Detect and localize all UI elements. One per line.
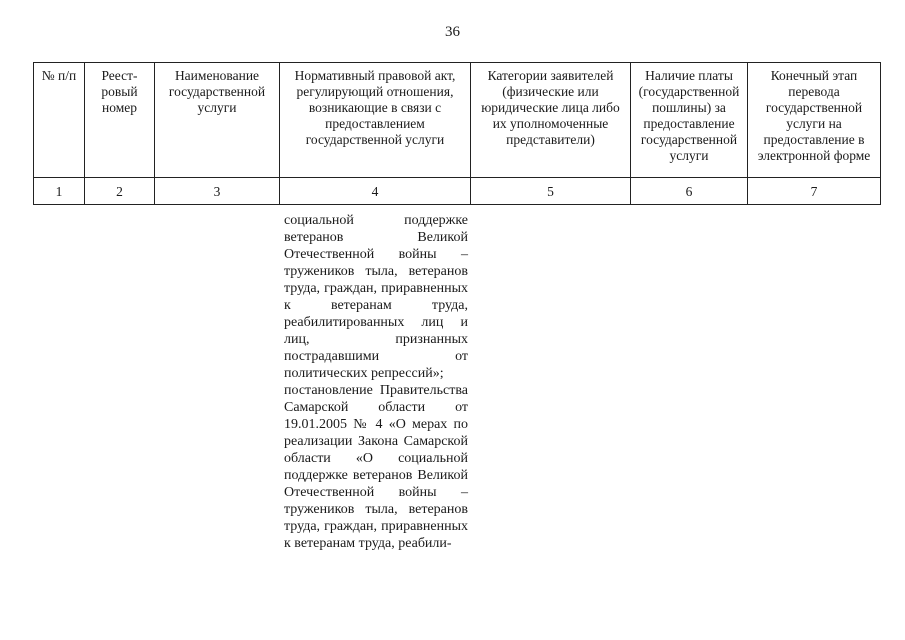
header-registry-number: Реест-ровый номер bbox=[85, 63, 155, 178]
header-final-stage: Конечный этап перевода государственной услуги на предоставление в электронной форме bbox=[748, 63, 881, 178]
header-service-name: Наименование государственной услуги bbox=[155, 63, 280, 178]
header-legal-act: Нормативный правовой акт, регулирующий отношения, возникающие в связи с предоставлением государственной услуги bbox=[280, 63, 471, 178]
column-number: 6 bbox=[631, 178, 748, 205]
legal-act-continuation bbox=[284, 212, 468, 552]
legal-act-paragraph: постановление Правительства Самарской области от 19.01.2005 № 4 «О мерах по реализации Закона Самарской области «О социальной поддержке ветеранов Великой Отечественной войны – тружеников тыла, ветеранов труда, граждан, приравненных к ветеранам труда, реабили- bbox=[284, 383, 468, 551]
column-number-row bbox=[34, 178, 881, 205]
header-number: № п/п bbox=[34, 63, 85, 178]
services-table bbox=[33, 62, 881, 205]
header-fee: Наличие платы (государственной пошлины) за предоставление государственной услуги bbox=[631, 63, 748, 178]
column-number: 3 bbox=[155, 178, 280, 205]
legal-act-paragraph: социальной поддержке ветеранов Великой Отечественной войны – тружеников тыла, ветеранов труда, граждан, приравненных к ветеранам труда, реабилитированных лиц и лиц, признанных пострадавшими от политических репрессий»; bbox=[284, 213, 468, 381]
column-number: 5 bbox=[471, 178, 631, 205]
column-number: 1 bbox=[34, 178, 85, 205]
column-number: 7 bbox=[748, 178, 881, 205]
header-row bbox=[34, 63, 881, 178]
page-number: 36 bbox=[445, 24, 460, 40]
header-applicant-categories: Категории заявителей (физические или юридические лица либо их уполномоченные представители) bbox=[471, 63, 631, 178]
column-number: 2 bbox=[85, 178, 155, 205]
column-number: 4 bbox=[280, 178, 471, 205]
